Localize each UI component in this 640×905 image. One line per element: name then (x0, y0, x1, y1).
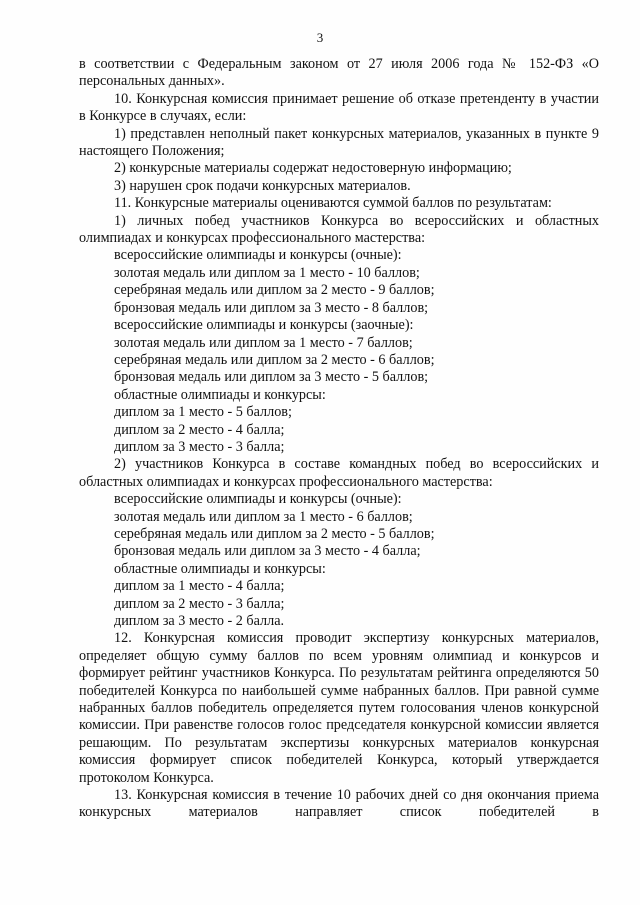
paragraph: золотая медаль или диплом за 1 место - 10 баллов; (114, 264, 420, 281)
paragraph: серебряная медаль или диплом за 2 место - 5 баллов; (114, 525, 435, 542)
document-body (79, 56, 599, 822)
paragraph: бронзовая медаль или диплом за 3 место - 5 баллов; (114, 369, 429, 386)
paragraph: 13. Конкурсная комиссия в течение 10 рабочих дней со дня окончания приема конкурсных материалов направляет список победителей в (79, 787, 599, 821)
paragraph: 10. Конкурсная комиссия принимает решение об отказе претенденту в участии в Конкурсе в случаях, если: (79, 90, 599, 125)
paragraph: серебряная медаль или диплом за 2 место - 9 баллов; (114, 282, 435, 299)
paragraph: 2) конкурсные материалы содержат недостоверную информацию; (114, 160, 512, 177)
paragraph: бронзовая медаль или диплом за 3 место - 8 баллов; (114, 299, 429, 316)
paragraph: 1) представлен неполный пакет конкурсных материалов, указанных в пункте 9 настоящего Положения; (79, 125, 599, 160)
paragraph: 2) участников Конкурса в составе командных побед во всероссийских и областных олимпиадах и конкурсах профессионального мастерства: (79, 456, 599, 490)
paragraph: диплом за 3 место - 2 балла. (114, 613, 285, 629)
paragraph: золотая медаль или диплом за 1 место - 6 баллов; (114, 508, 413, 525)
paragraph: бронзовая медаль или диплом за 3 место - 4 балла; (114, 543, 421, 560)
paragraph: диплом за 2 место - 4 балла; (114, 421, 285, 438)
paragraph: серебряная медаль или диплом за 2 место - 6 баллов; (114, 351, 435, 368)
paragraph: диплом за 3 место - 3 балла; (114, 438, 285, 455)
paragraph: областные олимпиады и конкурсы: (114, 560, 326, 577)
paragraph: 1) личных побед участников Конкурса во всероссийских и областных олимпиадах и конкурсах профессионального мастерства: (79, 212, 599, 247)
paragraph: 12. Конкурсная комиссия проводит экспертизу конкурсных материалов, определяет общую сумму баллов по всем уровням олимпиад и конкурсов и формирует рейтинг участников Конкурса. По результатам рейтинга определяются 50 победителей Конкурса по наибольшей сумме набранных баллов. При равной сумме набранных баллов победитель определяется путем голосования членов конкурсной комиссии. При равенстве голосов голос председателя конкурсной комиссии является решающим. По результатам экспертизы конкурсных материалов конкурсная комиссия формирует список победителей Конкурса, который утверждается протоколом Конкурса. (79, 630, 599, 786)
paragraph: всероссийские олимпиады и конкурсы (очные): (114, 247, 402, 264)
paragraph: диплом за 1 место - 4 балла; (114, 578, 285, 595)
paragraph: всероссийские олимпиады и конкурсы (очные): (114, 491, 402, 508)
paragraph: всероссийские олимпиады и конкурсы (заочные): (114, 317, 414, 334)
paragraph: 3) нарушен срок подачи конкурсных материалов. (114, 177, 411, 194)
paragraph: в соответствии с Федеральным законом от 27 июля 2006 года № 152-ФЗ «О персональных данных». (79, 56, 599, 90)
page-number: 3 (316, 30, 324, 45)
paragraph: золотая медаль или диплом за 1 место - 7 баллов; (114, 334, 413, 351)
paragraph: 11. Конкурсные материалы оцениваются суммой баллов по результатам: (114, 195, 552, 212)
paragraph: диплом за 2 место - 3 балла; (114, 595, 285, 612)
paragraph: областные олимпиады и конкурсы: (114, 386, 326, 403)
paragraph: диплом за 1 место - 5 баллов; (114, 404, 292, 421)
